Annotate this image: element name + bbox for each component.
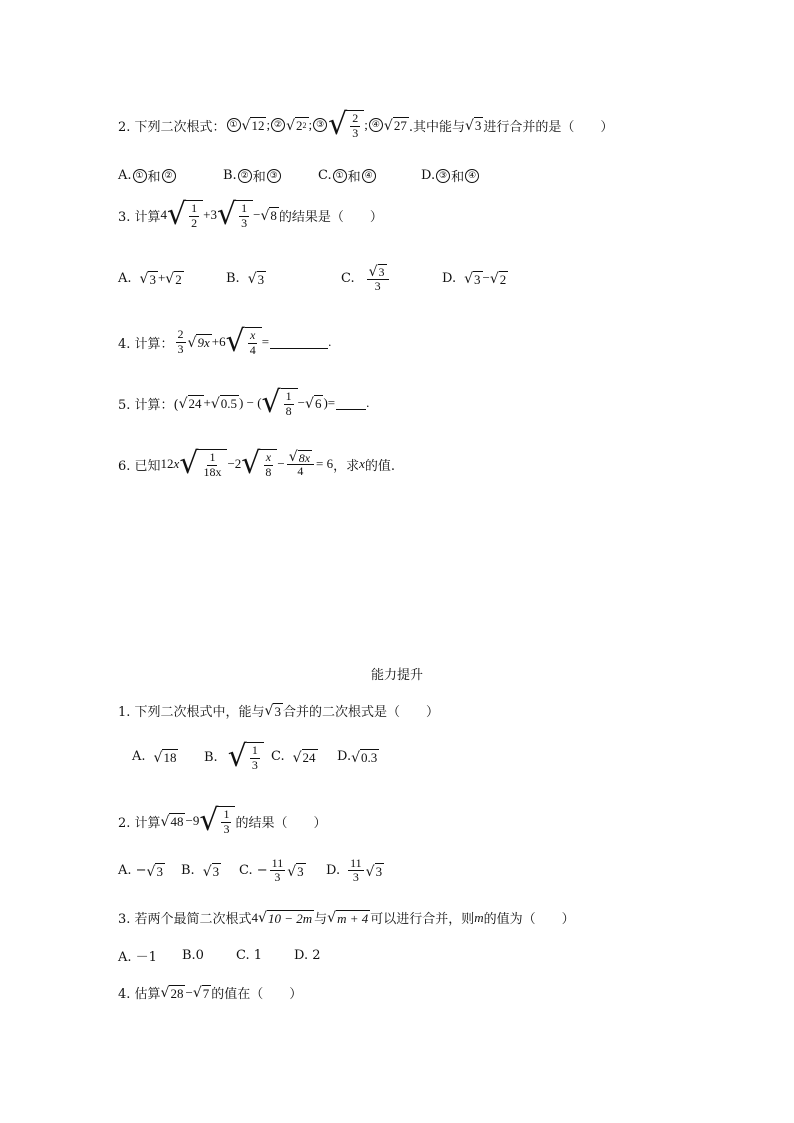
answer-blank[interactable] [336,397,366,410]
q6-prefix: 6. 已知 [118,458,161,474]
option-c: C. 1 [236,948,263,963]
numerator: 1 [191,201,198,216]
circled-number: ③ [313,118,327,132]
circled-number: ④ [369,118,383,132]
option-d: D. √ 3 − √ 2 [442,270,507,288]
p2-question-3-stem: 3. 若两个最简二次根式 4 √ 10 − 2m 与 √ m + 4 可以进行合并，则 m 的值为（ ） [118,909,575,927]
sqrt-expression: √ 8 [260,207,277,224]
option-b: B.0 [182,948,204,963]
sqrt-expression: √ 12 [241,117,265,134]
question-3-stem [118,197,383,232]
option-b: B. √ $\frac{1}{3}$ [204,742,271,772]
circled-number: ② [238,169,252,183]
p2-question-1-stem: 1. 下列二次根式中，能与 √ 3 合并的二次根式是（ ） [118,703,439,720]
denominator: 2 [191,215,198,230]
sqrt-fraction: √ $\frac{1}{3}$ [217,200,253,230]
answer-blank[interactable] [270,336,328,349]
option-a: A. √ 3 + √ 2 [118,270,182,288]
question-3-options [118,264,508,293]
option-d: D. √ 0.3 [337,749,378,766]
circled-number: ① [333,169,347,183]
sqrt-fraction: √ $\frac{x}{8}$ [241,449,277,479]
p2-question-2-stem: 2. 计算 √ 48 − 9 √ $\frac{1}{3}$ 的结果（ ） [118,803,327,838]
fraction: $\frac{2}{3}$ [177,327,184,356]
radicand: 3 [474,118,482,134]
option-a: A. －1 [118,950,157,965]
circled-number: ③ [267,169,281,183]
circled-number: ② [162,169,176,183]
fraction: √ 8x 4 [287,450,314,479]
coefficient: 4 [160,207,168,222]
option-b: B. √ 3 [181,863,220,880]
p2-question-2-options [118,857,384,884]
question-6-stem: 6. 已知 12 x √ $\frac{1}{18x}$ − 2 √ $\frac{x}{8}$ − √ 8x 4 = 6 ，求 x 的值. [118,446,396,481]
p2-question-3-options [118,946,321,965]
operator: − [253,207,261,222]
radicand-base: 2 [296,118,303,134]
denominator: 3 [241,215,248,230]
radicand-exponent: 2 [302,120,307,130]
q2-mid-text: .其中能与 [408,119,465,135]
sqrt-expression: √ 27 [383,117,407,134]
sqrt-fraction: √ $\frac{1}{18x}$ [179,449,227,479]
radicand: 27 [393,118,407,134]
radicand: 8 [270,208,277,224]
fraction [350,112,360,139]
option-c: C. − $\frac{11}{3}$ √ 3 [239,856,304,885]
option-a: A. − √ 3 [118,863,163,880]
question-2-stem: 2. 下列二次根式： ① √ 12 ; ② √ 2 2 ; ③ √ $\frac{2}{3}$ ; ④ √ 27 .其中能与 √ 3 进行合并的是（ ） [118,107,614,142]
option-a: A. ① 和 ② [118,166,223,185]
option-d: D. $\frac{11}{3}$ √ 3 [326,856,383,885]
circled-number: ③ [436,169,450,183]
question-5-stem: 5. 计算：( √ 24 + √ 0.5 ) − ( √ $\frac{1}{8}$ − √ 6 ) = . [118,385,370,420]
question-2-options [118,166,480,185]
sqrt-fraction: √ $\frac{x}{4}$ [226,327,262,357]
option-c: C. √ 24 [271,749,316,766]
option-a: A. √ 18 [132,749,177,766]
sqrt-expression: √ 9x [187,334,210,351]
circled-number: ② [271,118,285,132]
question-4-stem: 4. 计算： $\frac{2}{3}$ √ 9x + 6 √ $\frac{x}{4}$ = . [118,324,332,359]
section-title: 能力提升 [370,668,423,683]
q3-suffix: 的结果是（ ） [278,209,383,225]
option-c: C. √ 3 3 [341,264,442,293]
q2-prefix: 2. 下列二次根式： [118,119,226,135]
p2-question-4-stem: 4. 估算 √ 28 − √ 7 的值在（ ） [118,984,303,1002]
option-c: C. ① 和 ④ [318,166,421,185]
sqrt-expression: √ 3 [464,117,482,134]
sqrt-fraction: √ $\frac{1}{8}$ [262,388,298,418]
numerator: 2 [352,111,359,126]
q5-prefix: 5. 计算：( [118,397,179,413]
circled-number: ① [133,169,147,183]
sqrt-fraction: √ $\frac{1}{2}$ [167,200,203,230]
operator: + [203,207,211,222]
circled-number: ④ [362,169,376,183]
denominator: 3 [352,125,359,140]
radicand: 12 [251,118,265,134]
coefficient: 3 [210,207,218,222]
q3-prefix: 3. 计算 [118,209,161,225]
option-b: B. ② 和 ③ [223,166,318,185]
q4-prefix: 4. 计算： [118,336,174,352]
numerator: 1 [241,201,248,216]
circled-number: ① [227,118,241,132]
option-d: D. 2 [294,948,321,963]
option-b: B. √ 3 [226,270,265,288]
sqrt-fraction: √ $\frac{2}{3}$ [328,110,364,140]
q2-suffix: 进行合并的是（ ） [483,119,614,135]
circled-number: ④ [465,169,479,183]
option-d: D. ③ 和 ④ [421,166,480,185]
p2-question-1-options [132,739,379,774]
sqrt-expression: √ 2 2 [286,117,307,134]
